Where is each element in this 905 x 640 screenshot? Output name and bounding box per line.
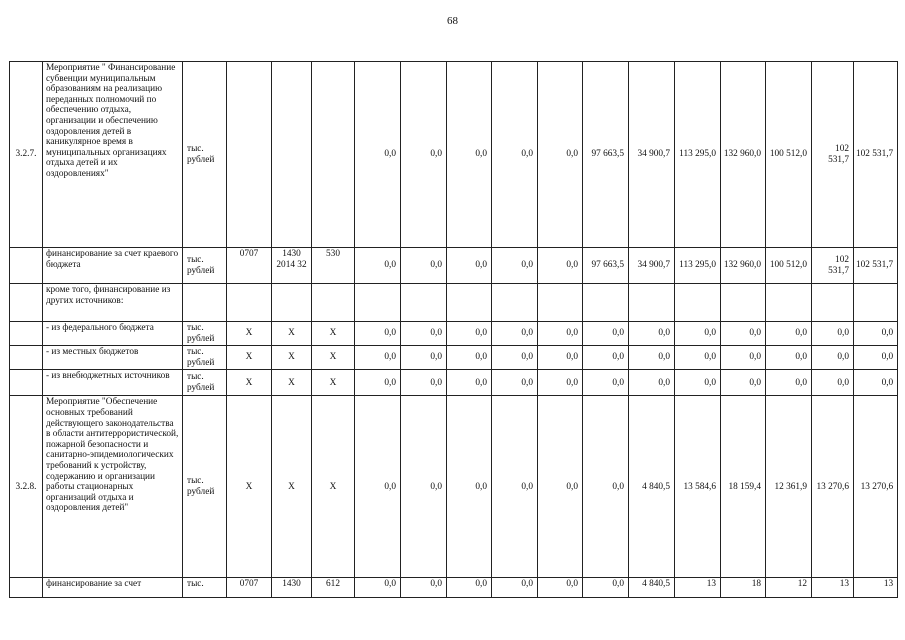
row-value: 0,0	[401, 322, 447, 346]
row-value: 0,0	[447, 370, 492, 396]
row-name: финансирование за счет краевого бюджета	[43, 248, 183, 284]
row-value: 13	[854, 578, 898, 598]
row-section-code	[227, 284, 272, 322]
row-section-code: Х	[227, 322, 272, 346]
row-name: Мероприятие "Обеспечение основных требований действующего законодательства в области антитеррористической, пожарной безопасности и санитарно-эпидемиологических требований к устройству, содержанию и организации работы стационарных организаций отдыха и оздоровления детей"	[43, 396, 183, 578]
row-value: 0,0	[721, 370, 766, 396]
table-row	[10, 284, 898, 322]
row-code	[10, 248, 43, 284]
row-value: 18	[721, 578, 766, 598]
row-value: 0,0	[492, 248, 538, 284]
row-value: 0,0	[355, 396, 401, 578]
row-name: - из местных бюджетов	[43, 346, 183, 370]
row-section-code: 0707	[227, 248, 272, 284]
row-value: 0,0	[401, 370, 447, 396]
row-value	[492, 284, 538, 322]
row-value	[812, 284, 854, 322]
row-target-code	[272, 284, 312, 322]
row-value: 0,0	[355, 578, 401, 598]
row-value: 0,0	[447, 322, 492, 346]
row-section-code	[227, 62, 272, 248]
row-target-code: 1430	[272, 578, 312, 598]
row-value	[721, 284, 766, 322]
row-expense-type: 612	[312, 578, 355, 598]
row-code	[10, 578, 43, 598]
row-value: 0,0	[675, 322, 721, 346]
row-value	[538, 284, 583, 322]
row-unit: тыс. рублей	[183, 248, 227, 284]
row-value: 0,0	[812, 370, 854, 396]
row-value: 0,0	[401, 578, 447, 598]
row-expense-type: Х	[312, 322, 355, 346]
row-value: 102 531,7	[812, 248, 854, 284]
table-row	[10, 322, 898, 346]
row-value	[766, 284, 812, 322]
row-value	[401, 284, 447, 322]
row-value: 0,0	[538, 370, 583, 396]
row-unit: тыс. рублей	[183, 346, 227, 370]
row-value: 13 270,6	[854, 396, 898, 578]
row-value: 0,0	[629, 370, 675, 396]
row-name: финансирование за счет	[43, 578, 183, 598]
row-name: кроме того, финансирование из других источников:	[43, 284, 183, 322]
row-value: 0,0	[629, 346, 675, 370]
row-name: Мероприятие " Финансирование субвенции муниципальным образованиям на реализацию переданных полномочий по обеспечению отдыха, организации и обеспечению оздоровления детей в каникулярное время в муниципальных организациях отдыха детей и их оздоровлениях"	[43, 62, 183, 248]
row-value: 34 900,7	[629, 248, 675, 284]
row-value: 0,0	[492, 396, 538, 578]
row-value: 0,0	[854, 370, 898, 396]
row-value: 13	[675, 578, 721, 598]
row-code	[10, 370, 43, 396]
row-value	[447, 284, 492, 322]
row-value: 13 270,6	[812, 396, 854, 578]
row-target-code: 1430 2014 32	[272, 248, 312, 284]
row-section-code: Х	[227, 396, 272, 578]
row-value: 0,0	[583, 396, 629, 578]
row-section-code: Х	[227, 346, 272, 370]
row-expense-type: Х	[312, 370, 355, 396]
row-value: 0,0	[583, 322, 629, 346]
row-value: 0,0	[721, 346, 766, 370]
row-value: 0,0	[355, 248, 401, 284]
row-section-code: Х	[227, 370, 272, 396]
row-value: 0,0	[766, 370, 812, 396]
page-number: 68	[447, 15, 458, 27]
row-code	[10, 322, 43, 346]
row-value: 0,0	[401, 396, 447, 578]
row-value	[854, 284, 898, 322]
row-value: 0,0	[538, 62, 583, 248]
row-unit: тыс. рублей	[183, 322, 227, 346]
table-row	[10, 248, 898, 284]
row-value: 100 512,0	[766, 62, 812, 248]
row-value: 0,0	[583, 370, 629, 396]
row-value: 0,0	[447, 62, 492, 248]
row-name: - из федерального бюджета	[43, 322, 183, 346]
row-target-code	[272, 62, 312, 248]
row-target-code: Х	[272, 396, 312, 578]
row-value: 102 531,7	[812, 62, 854, 248]
row-value: 0,0	[812, 346, 854, 370]
row-value: 12 361,9	[766, 396, 812, 578]
row-value: 13	[812, 578, 854, 598]
budget-table	[9, 61, 898, 598]
row-value: 97 663,5	[583, 62, 629, 248]
row-target-code: Х	[272, 370, 312, 396]
row-target-code: Х	[272, 322, 312, 346]
row-value: 4 840,5	[629, 578, 675, 598]
row-value	[583, 284, 629, 322]
row-value: 0,0	[492, 578, 538, 598]
row-value: 12	[766, 578, 812, 598]
row-value: 97 663,5	[583, 248, 629, 284]
row-value: 18 159,4	[721, 396, 766, 578]
row-value: 0,0	[447, 346, 492, 370]
row-unit	[183, 284, 227, 322]
row-value: 0,0	[538, 346, 583, 370]
row-value: 132 960,0	[721, 62, 766, 248]
row-unit: тыс. рублей	[183, 396, 227, 578]
row-expense-type: Х	[312, 346, 355, 370]
row-value: 0,0	[355, 322, 401, 346]
row-code	[10, 284, 43, 322]
row-value: 132 960,0	[721, 248, 766, 284]
table-row	[10, 346, 898, 370]
row-expense-type: Х	[312, 396, 355, 578]
row-value: 113 295,0	[675, 248, 721, 284]
row-value: 13 584,6	[675, 396, 721, 578]
row-value: 102 531,7	[854, 62, 898, 248]
row-expense-type: 530	[312, 248, 355, 284]
row-expense-type	[312, 62, 355, 248]
row-name: - из внебюджетных источников	[43, 370, 183, 396]
row-code	[10, 346, 43, 370]
row-value: 0,0	[492, 322, 538, 346]
row-value: 102 531,7	[854, 248, 898, 284]
row-value: 0,0	[583, 346, 629, 370]
row-value	[355, 284, 401, 322]
row-value	[629, 284, 675, 322]
row-value: 0,0	[401, 248, 447, 284]
row-value: 0,0	[355, 62, 401, 248]
row-target-code: Х	[272, 346, 312, 370]
row-unit: тыс.	[183, 578, 227, 598]
row-value: 0,0	[355, 370, 401, 396]
row-value: 0,0	[675, 346, 721, 370]
table-row	[10, 396, 898, 578]
row-value: 0,0	[538, 322, 583, 346]
row-value: 0,0	[766, 346, 812, 370]
row-value: 0,0	[766, 322, 812, 346]
row-value: 34 900,7	[629, 62, 675, 248]
row-value: 113 295,0	[675, 62, 721, 248]
row-unit: тыс. рублей	[183, 370, 227, 396]
table-row	[10, 62, 898, 248]
row-value: 0,0	[492, 62, 538, 248]
row-value: 0,0	[447, 396, 492, 578]
table-row	[10, 370, 898, 396]
row-value: 0,0	[854, 322, 898, 346]
row-value: 0,0	[854, 346, 898, 370]
row-value: 0,0	[538, 396, 583, 578]
row-value: 0,0	[583, 578, 629, 598]
row-value: 0,0	[812, 322, 854, 346]
row-value: 0,0	[401, 62, 447, 248]
row-unit: тыс. рублей	[183, 62, 227, 248]
row-value: 0,0	[675, 370, 721, 396]
row-value: 0,0	[492, 346, 538, 370]
row-value: 0,0	[538, 248, 583, 284]
table-row	[10, 578, 898, 598]
row-value: 0,0	[538, 578, 583, 598]
row-value: 0,0	[721, 322, 766, 346]
row-value: 0,0	[355, 346, 401, 370]
row-expense-type	[312, 284, 355, 322]
row-value: 0,0	[492, 370, 538, 396]
row-code: 3.2.8.	[10, 396, 43, 578]
row-value: 100 512,0	[766, 248, 812, 284]
row-value: 0,0	[447, 578, 492, 598]
row-value: 0,0	[401, 346, 447, 370]
row-value: 0,0	[629, 322, 675, 346]
row-code: 3.2.7.	[10, 62, 43, 248]
row-value: 0,0	[447, 248, 492, 284]
row-value: 4 840,5	[629, 396, 675, 578]
row-section-code: 0707	[227, 578, 272, 598]
row-value	[675, 284, 721, 322]
